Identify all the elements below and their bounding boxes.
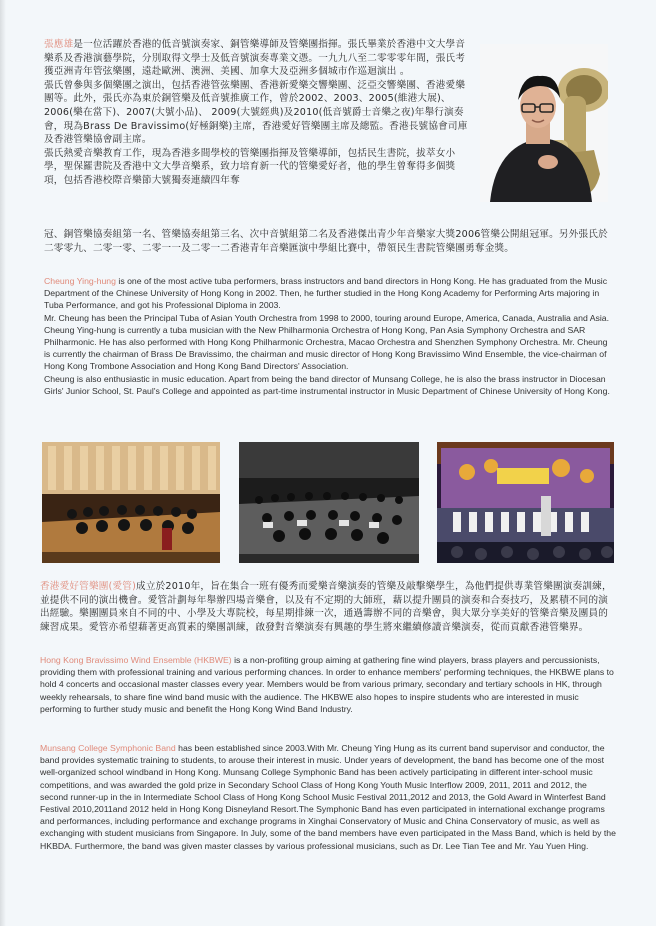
bio-zh-paragraph-1: 張應雄是一位活躍於香港的低音號演奏家、銅管樂導師及管樂團指揮。張氏畢業於香港中文大學音樂系及香港演藝學院，分別取得文學士及低音號演奏專業文憑。一九九八至二零零零年間，張氏考獲亞洲青年管弦樂團，遠赴歐洲、澳洲、美國、加拿大及亞洲多個城市作巡迴演出 。	[44, 39, 466, 78]
hkbwe-zh-text: 成立於2010年，旨在集合一班有優秀而愛樂音樂演奏的管樂及敲擊樂學生，為他們提供專業管樂團演奏訓練，並提供不同的演出機會。愛管計劃每年舉辦四場音樂會，以及有不定期的大師班，藉以提升團員的演奏和合奏技巧，及累積不同的演出經驗。樂團團員來自不同的中、小學及大專院校，每星期排練一次，通過籌辦不同的音樂會，與大眾分享美好的管樂音樂及團員的練習成果。愛管亦希望藉著更高質素的樂團訓練，啟發對音樂演奏有興趣的學生將來繼續修讀音樂演奏，從而貢獻香港管樂界。	[40, 581, 612, 633]
bio-en-paragraph-1: Cheung Ying-hung is one of the most active tuba performers, brass instructors and band directors in Hong Kong. He has graduated from the Music Department of the Chinese University of Hong Kong in 2002. Then, he further studied in the Hong Kong Academy for Performing Arts majoring in Tuba Performance, and got his Professional Diploma in 2003.	[44, 276, 608, 311]
concert-photo-stage-2	[239, 442, 419, 563]
hkbwe-zh-name: 香港愛好管樂團(愛管)	[40, 581, 137, 592]
portrait-photo	[480, 44, 608, 202]
bio-en-name: Cheung Ying-hung	[44, 276, 116, 286]
bio-en-paragraph-3: Cheung is also enthusiastic in music education. Apart from being the band director of Munsang College, he is also the brass instructor in Diocesan Girls' Junior School, St. Paul's College and appointed as part-time instrumental instructor in Music Department of Chinese University of Hong Kong.	[44, 373, 610, 396]
bio-zh-paragraph-3b: 冠、銅管樂協奏組第一名、管樂協奏組第三名、次中音號組第二名及香港傑出青少年音樂家大獎2006管樂公開組冠軍。另外張氏於二零零九、二零一零、二零一一及二零一二香港青年音樂匯演中學組比賽中，帶領民生書院管樂團勇奪金獎。	[44, 229, 608, 254]
hkbwe-en-name: Hong Kong Bravissimo Wind Ensemble (HKBWE)	[40, 655, 232, 665]
munsang-name: Munsang College Symphonic Band	[40, 743, 176, 753]
hkbwe-chinese	[40, 580, 615, 634]
bio-chinese-continued	[44, 228, 610, 255]
hkbwe-en-text: is a non-profiting group aiming at gathering fine wind players, brass players and percussionists, providing them with professional training and various performing chances. In order to enhance members' performing techniques, the HKBWE plans to hold 4 concerts and occasional master classes every year. Members would be from various primary, secondary and tertiary schools in HK, through weekly rehearsals, to share fine wind band music with the audience. The HKBWE also hopes to inspire students who are interested in music performing to further study music and benefit the Hong Kong Wind Band Industry.	[40, 655, 614, 714]
bio-english	[44, 275, 612, 397]
munsang-english	[40, 742, 616, 852]
bio-zh-paragraph-3a: 張氏熱愛音樂教育工作，現為香港多間學校的管樂團指揮及管樂導師，包括民生書院，拔萃女小學，聖保羅書院及香港中文大學音樂系，致力培育新一代的管樂愛好者，他的學生曾奪得多個獎項，包括香港校際音樂節大號獨奏連續四年奪	[44, 147, 456, 186]
hkbwe-english	[40, 654, 615, 715]
concert-photo-stage-1	[42, 442, 220, 563]
bio-zh-paragraph-2: 張氏曾參與多個樂團之演出，包括香港管弦樂團、香港新愛樂交響樂團、泛亞交響樂團、香港愛樂團等。此外，張氏亦為東於銅管樂及低音號推廣工作，曾於2002、2003、2005(維港大展)、2006(樂在當下)、2007(大號小品)、 2009(大號經典)及2010(低音號爵士音樂之夜)年舉行演奏會，現為Brass De Bravissimo(好極銅樂)主席，香港愛好管樂團主席及總監。香港長號協會司庫及香港管樂協會副主席。	[44, 79, 468, 146]
page-edge-shadow	[0, 0, 6, 926]
concert-photo-stage-3	[437, 442, 614, 563]
bio-zh-name: 張應雄	[44, 39, 74, 50]
munsang-text: has been established since 2003.With Mr. Cheung Ying Hung as its current band supervisor and conductor, the band provides systematic training to students, to arouse their interest in music. Under years of development, the band has become one of the most well-organized school windband in Hong Kong. Munsang College Symphonic Band has been actively participating in different inter-school music competitions, and was awarded the gold prize in Secondary School Class of Hong Kong Youth Music Interflow 2009, 2011, 2011 and 2012, the second runner-up in the in Intermediate School Class of Hong Kong School Music Festival 2011,2012 and 2013, the Gold Award in Winterfest Band Festival 2010,2011and 2012 held in Hong Kong Disneyland Resort.The Symphonic Band has even participated in international exchange programs and performances, including performance and exchange programs in Xinghai Conservatory of Music and China Conservatory of music, as well as exchanging with student musicians from Singapore. In July, some of the band members have even participated in the Mass Band, which is held by the HKBDA. Furthermore, the band was given master classes by various professional musicians, such as Dr. Lee Tian Tee and Mr. Yau Yuen Hing.	[40, 743, 616, 851]
bio-chinese	[44, 38, 472, 188]
bio-en-paragraph-2: Mr. Cheung has been the Principal Tuba of Asian Youth Orchestra from 1998 to 2000, touring around Europe, America, Canada, Australia and Asia. Cheung Ying-hung is currently a tuba musician with the New Philharmonia Orchestra of Hong Kong, Pan Asia Symphony Orchestra and SAR Philharmonic. He has also performed with Hong Kong Philharmonic Orchestra, Macao Orchestra and Shenzhen Symphony Orchestra. Mr. Cheung is currently the chairman of Brass De Bravissimo, the chairman and music director of Hong Kong Bravissimo Wind Ensemble, the vice-chairman of Hong Kong Trombone Association and Hong Kong Band Directors' Association.	[44, 312, 610, 372]
